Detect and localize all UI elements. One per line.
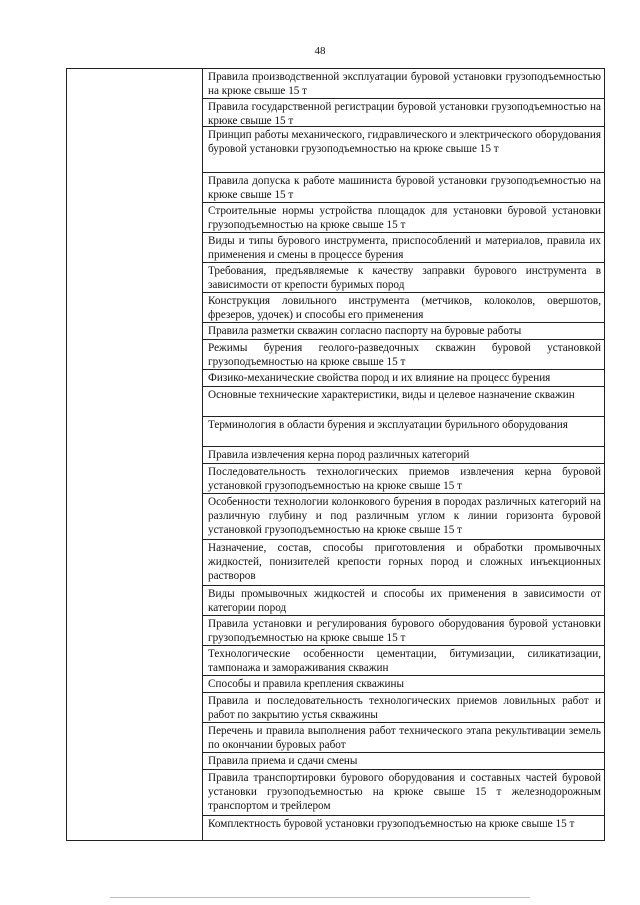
requirement-row (203, 69, 604, 99)
requirement-row (203, 293, 604, 323)
requirement-text: Перечень и правила выполнения работ технического этапа рекультивации земель по окончании буровых работ (208, 725, 601, 752)
requirement-row (203, 693, 604, 723)
requirements-column (203, 69, 604, 840)
requirement-row (203, 447, 604, 464)
requirement-text: Особенности технологии колонкового бурения в породах различных категорий на различную глубину и под различным углом к линии горизонта буровой установкой грузоподъемностью на крюке свыше 15 т (208, 496, 601, 537)
requirement-text: Назначение, состав, способы приготовления и обработки промывочных жидкостей, понизителей крепости горных пород и сложных инъекционных растворов (208, 542, 601, 583)
requirement-text: Комплектность буровой установки грузоподъемностью на крюке свыше 15 т (208, 818, 575, 830)
requirement-text: Принцип работы механического, гидравлического и электрического оборудования буровой установки грузоподъемностью на крюке свыше 15 т (208, 129, 601, 156)
requirement-text: Правила допуска к работе машиниста буровой установки грузоподъемностью на крюке свыше 15 т (208, 175, 601, 202)
requirement-text: Виды и типы бурового инструмента, приспособлений и материалов, правила их применения и смены в процессе бурения (208, 235, 601, 262)
label-column (67, 69, 203, 840)
requirement-text: Требования, предъявляемые к качеству заправки бурового инструмента в зависимости от крепости буримых пород (208, 265, 601, 292)
requirement-row (203, 173, 604, 203)
requirements-table (66, 68, 605, 841)
requirement-row (203, 127, 604, 173)
requirement-text: Правила установки и регулирования бурового оборудования буровой установки грузоподъемностью на крюке свыше 15 т (208, 618, 601, 645)
requirement-row (203, 263, 604, 293)
requirement-row (203, 816, 604, 846)
requirement-row (203, 586, 604, 616)
requirement-row (203, 233, 604, 263)
requirement-row (203, 370, 604, 387)
requirement-text: Режимы бурения геолого-разведочных скважин буровой установкой грузоподъемностью на крюке свыше 15 т (208, 342, 601, 369)
requirement-text: Технологические особенности цементации, битумизации, силикатизации, тампонажа и замораживания скважин (208, 648, 601, 675)
requirement-row (203, 753, 604, 770)
requirement-row (203, 323, 604, 340)
requirement-text: Терминология в области бурения и эксплуатации бурильного оборудования (208, 419, 568, 431)
requirement-row (203, 99, 604, 127)
requirement-text: Виды промывочных жидкостей и способы их применения в зависимости от категории пород (208, 588, 601, 615)
requirement-row (203, 770, 604, 816)
requirement-row (203, 540, 604, 586)
requirement-row (203, 646, 604, 676)
requirement-row (203, 387, 604, 417)
requirement-text: Правила транспортировки бурового оборудования и составных частей буровой установки грузоподъемностью на крюке свыше 15 т железнодорожным транспортом и трейлером (208, 772, 601, 813)
requirement-row (203, 203, 604, 233)
requirement-text: Правила и последовательность технологических приемов ловильных работ и работ по закрытию устья скважины (208, 695, 601, 722)
requirement-text: Правила производственной эксплуатации буровой установки грузоподъемностью на крюке свыше 15 т (208, 71, 601, 98)
requirement-text: Последовательность технологических приемов извлечения керна буровой установкой грузоподъемностью на крюке свыше 15 т (208, 466, 601, 493)
requirement-text: Конструкция ловильного инструмента (метчиков, колоколов, овершотов, фрезеров, удочек) и способы его применения (208, 295, 601, 322)
requirement-row (203, 464, 604, 494)
requirement-row (203, 340, 604, 370)
requirement-text: Правила государственной регистрации буровой установки грузоподъемностью на крюке свыше 15 т (208, 101, 601, 127)
requirement-text: Способы и правила крепления скважины (208, 678, 404, 690)
requirement-text: Строительные нормы устройства площадок для установки буровой установки грузоподъемностью на крюке свыше 15 т (208, 205, 601, 232)
requirement-text: Правила приема и сдачи смены (208, 755, 358, 767)
requirement-row (203, 723, 604, 753)
requirement-text: Правила разметки скважин согласно паспорту на буровые работы (208, 325, 522, 337)
requirement-row (203, 494, 604, 540)
requirement-text: Основные технические характеристики, виды и целевое назначение скважин (208, 389, 575, 401)
requirement-text: Правила извлечения керна пород различных категорий (208, 449, 470, 461)
requirement-text: Физико-механические свойства пород и их влияние на процесс бурения (208, 372, 551, 384)
requirement-row (203, 417, 604, 447)
page-number: 48 (314, 45, 326, 57)
requirement-row (203, 676, 604, 693)
footer-rule (110, 897, 530, 898)
requirement-row (203, 616, 604, 646)
